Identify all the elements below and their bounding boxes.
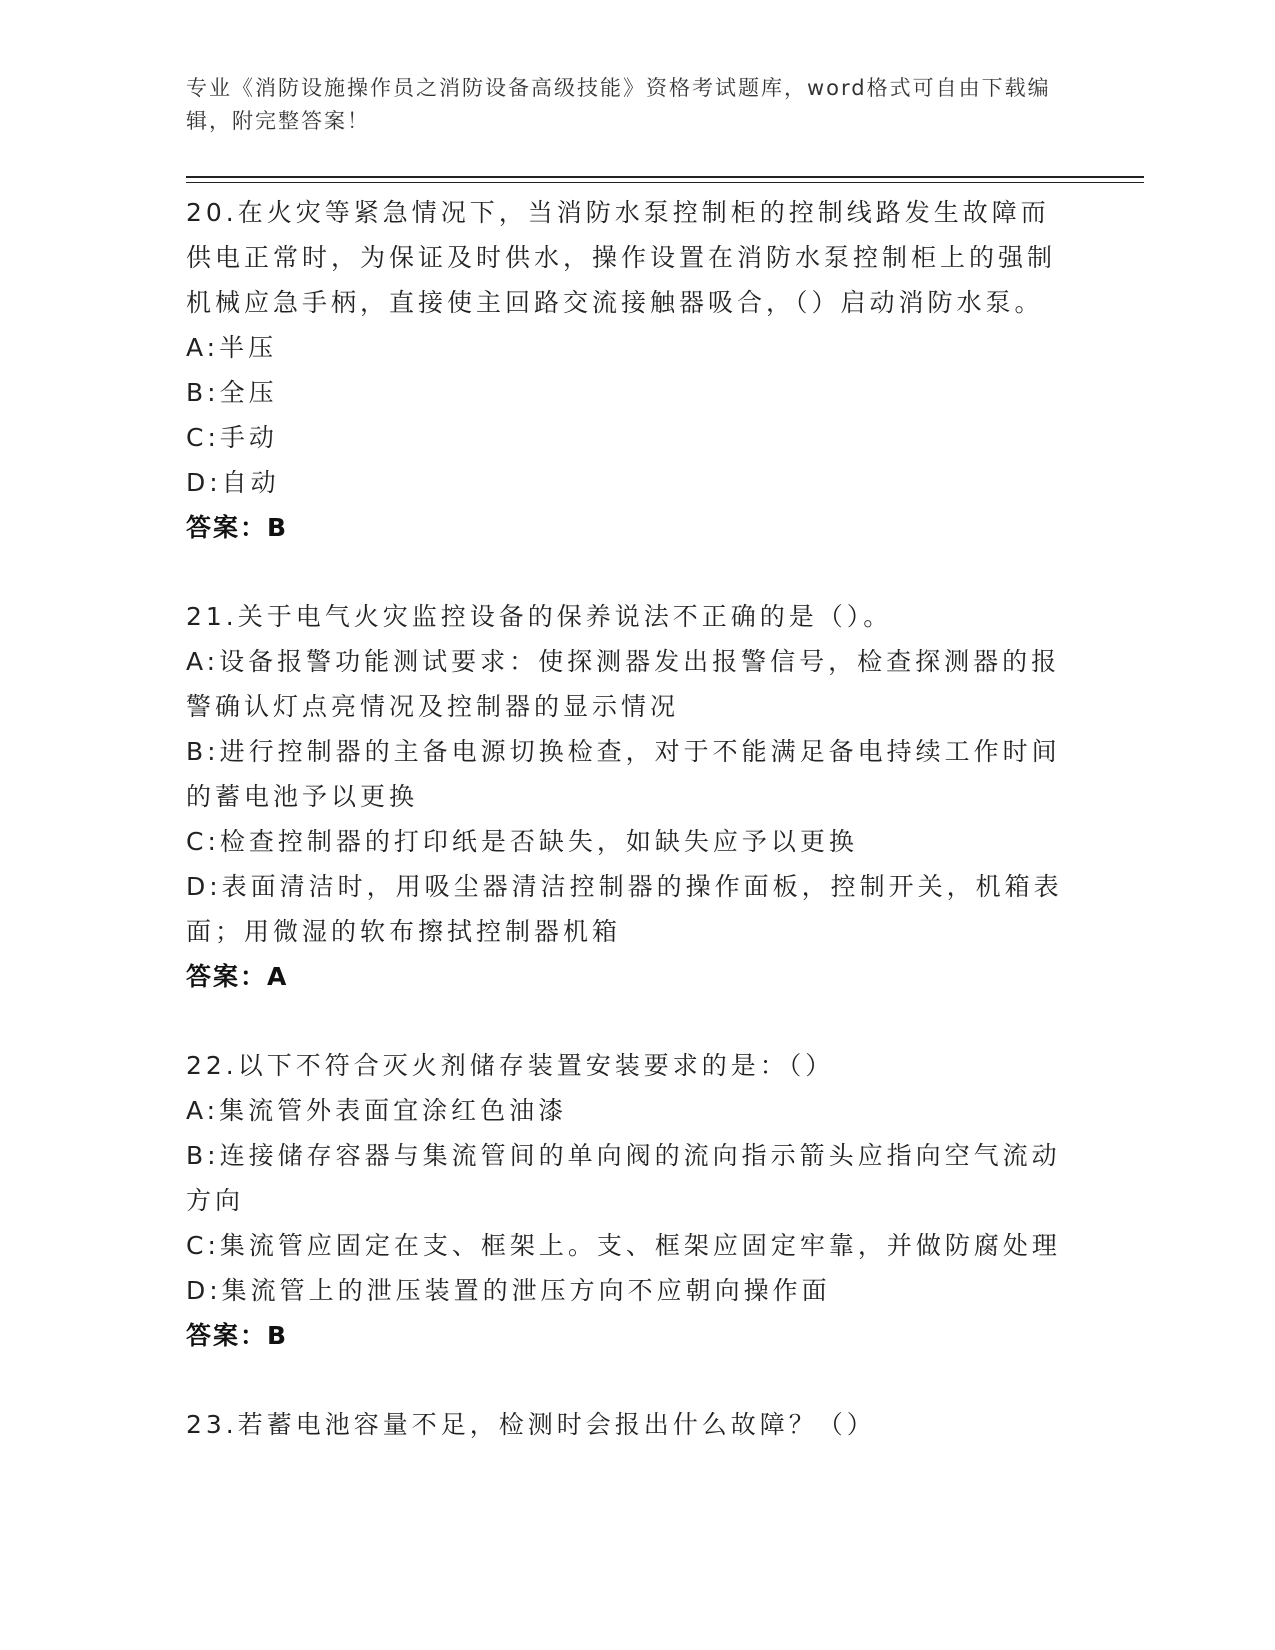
option-d: D:集流管上的泄压装置的泄压方向不应朝向操作面 [186,1276,831,1305]
header-rule-bottom [186,182,1144,183]
option-c: C:检查控制器的打印纸是否缺失，如缺失应予以更换 [186,827,858,856]
question-list [186,190,1066,1447]
question-stem: 23.若蓄电池容量不足，检测时会报出什么故障？（） [186,1410,876,1439]
question-20 [186,190,1066,550]
option-a: A:集流管外表面宜涂红色油漆 [186,1096,568,1125]
option-d: D:表面清洁时，用吸尘器清洁控制器的操作面板，控制开关，机箱表面；用微湿的软布擦拭控制器机箱 [186,872,1063,946]
document-header: 专业《消防设施操作员之消防设备高级技能》资格考试题库，word格式可自由下载编辑，附完整答案！ [186,76,1051,133]
option-a: A:半压 [186,333,278,362]
question-stem: 22.以下不符合灭火剂储存装置安装要求的是：（） [186,1051,835,1080]
question-21 [186,594,1066,999]
answer-line: 答案：B [186,1321,289,1350]
option-b: B:连接储存容器与集流管间的单向阀的流向指示箭头应指向空气流动方向 [186,1141,1061,1215]
option-b: B:进行控制器的主备电源切换检查，对于不能满足备电持续工作时间的蓄电池予以更换 [186,737,1061,811]
question-stem: 20.在火灾等紧急情况下，当消防水泵控制柜的控制线路发生故障而供电正常时，为保证及时供水，操作设置在消防水泵控制柜上的强制机械应急手柄，直接使主回路交流接触器吸合，（）启动消防水泵。 [186,198,1057,317]
answer-line: 答案：B [186,513,289,542]
option-a: A:设备报警功能测试要求：使探测器发出报警信号，检查探测器的报警确认灯点亮情况及控制器的显示情况 [186,647,1061,721]
option-d: D:自动 [186,468,280,497]
option-c: C:手动 [186,423,278,452]
option-b: B:全压 [186,378,278,407]
question-23 [186,1402,1066,1447]
question-22 [186,1043,1066,1358]
question-stem: 21.关于电气火灾监控设备的保养说法不正确的是（）。 [186,602,893,631]
header-rule-top [186,176,1144,178]
answer-line: 答案：A [186,962,289,991]
option-c: C:集流管应固定在支、框架上。支、框架应固定牢靠，并做防腐处理 [186,1231,1061,1260]
